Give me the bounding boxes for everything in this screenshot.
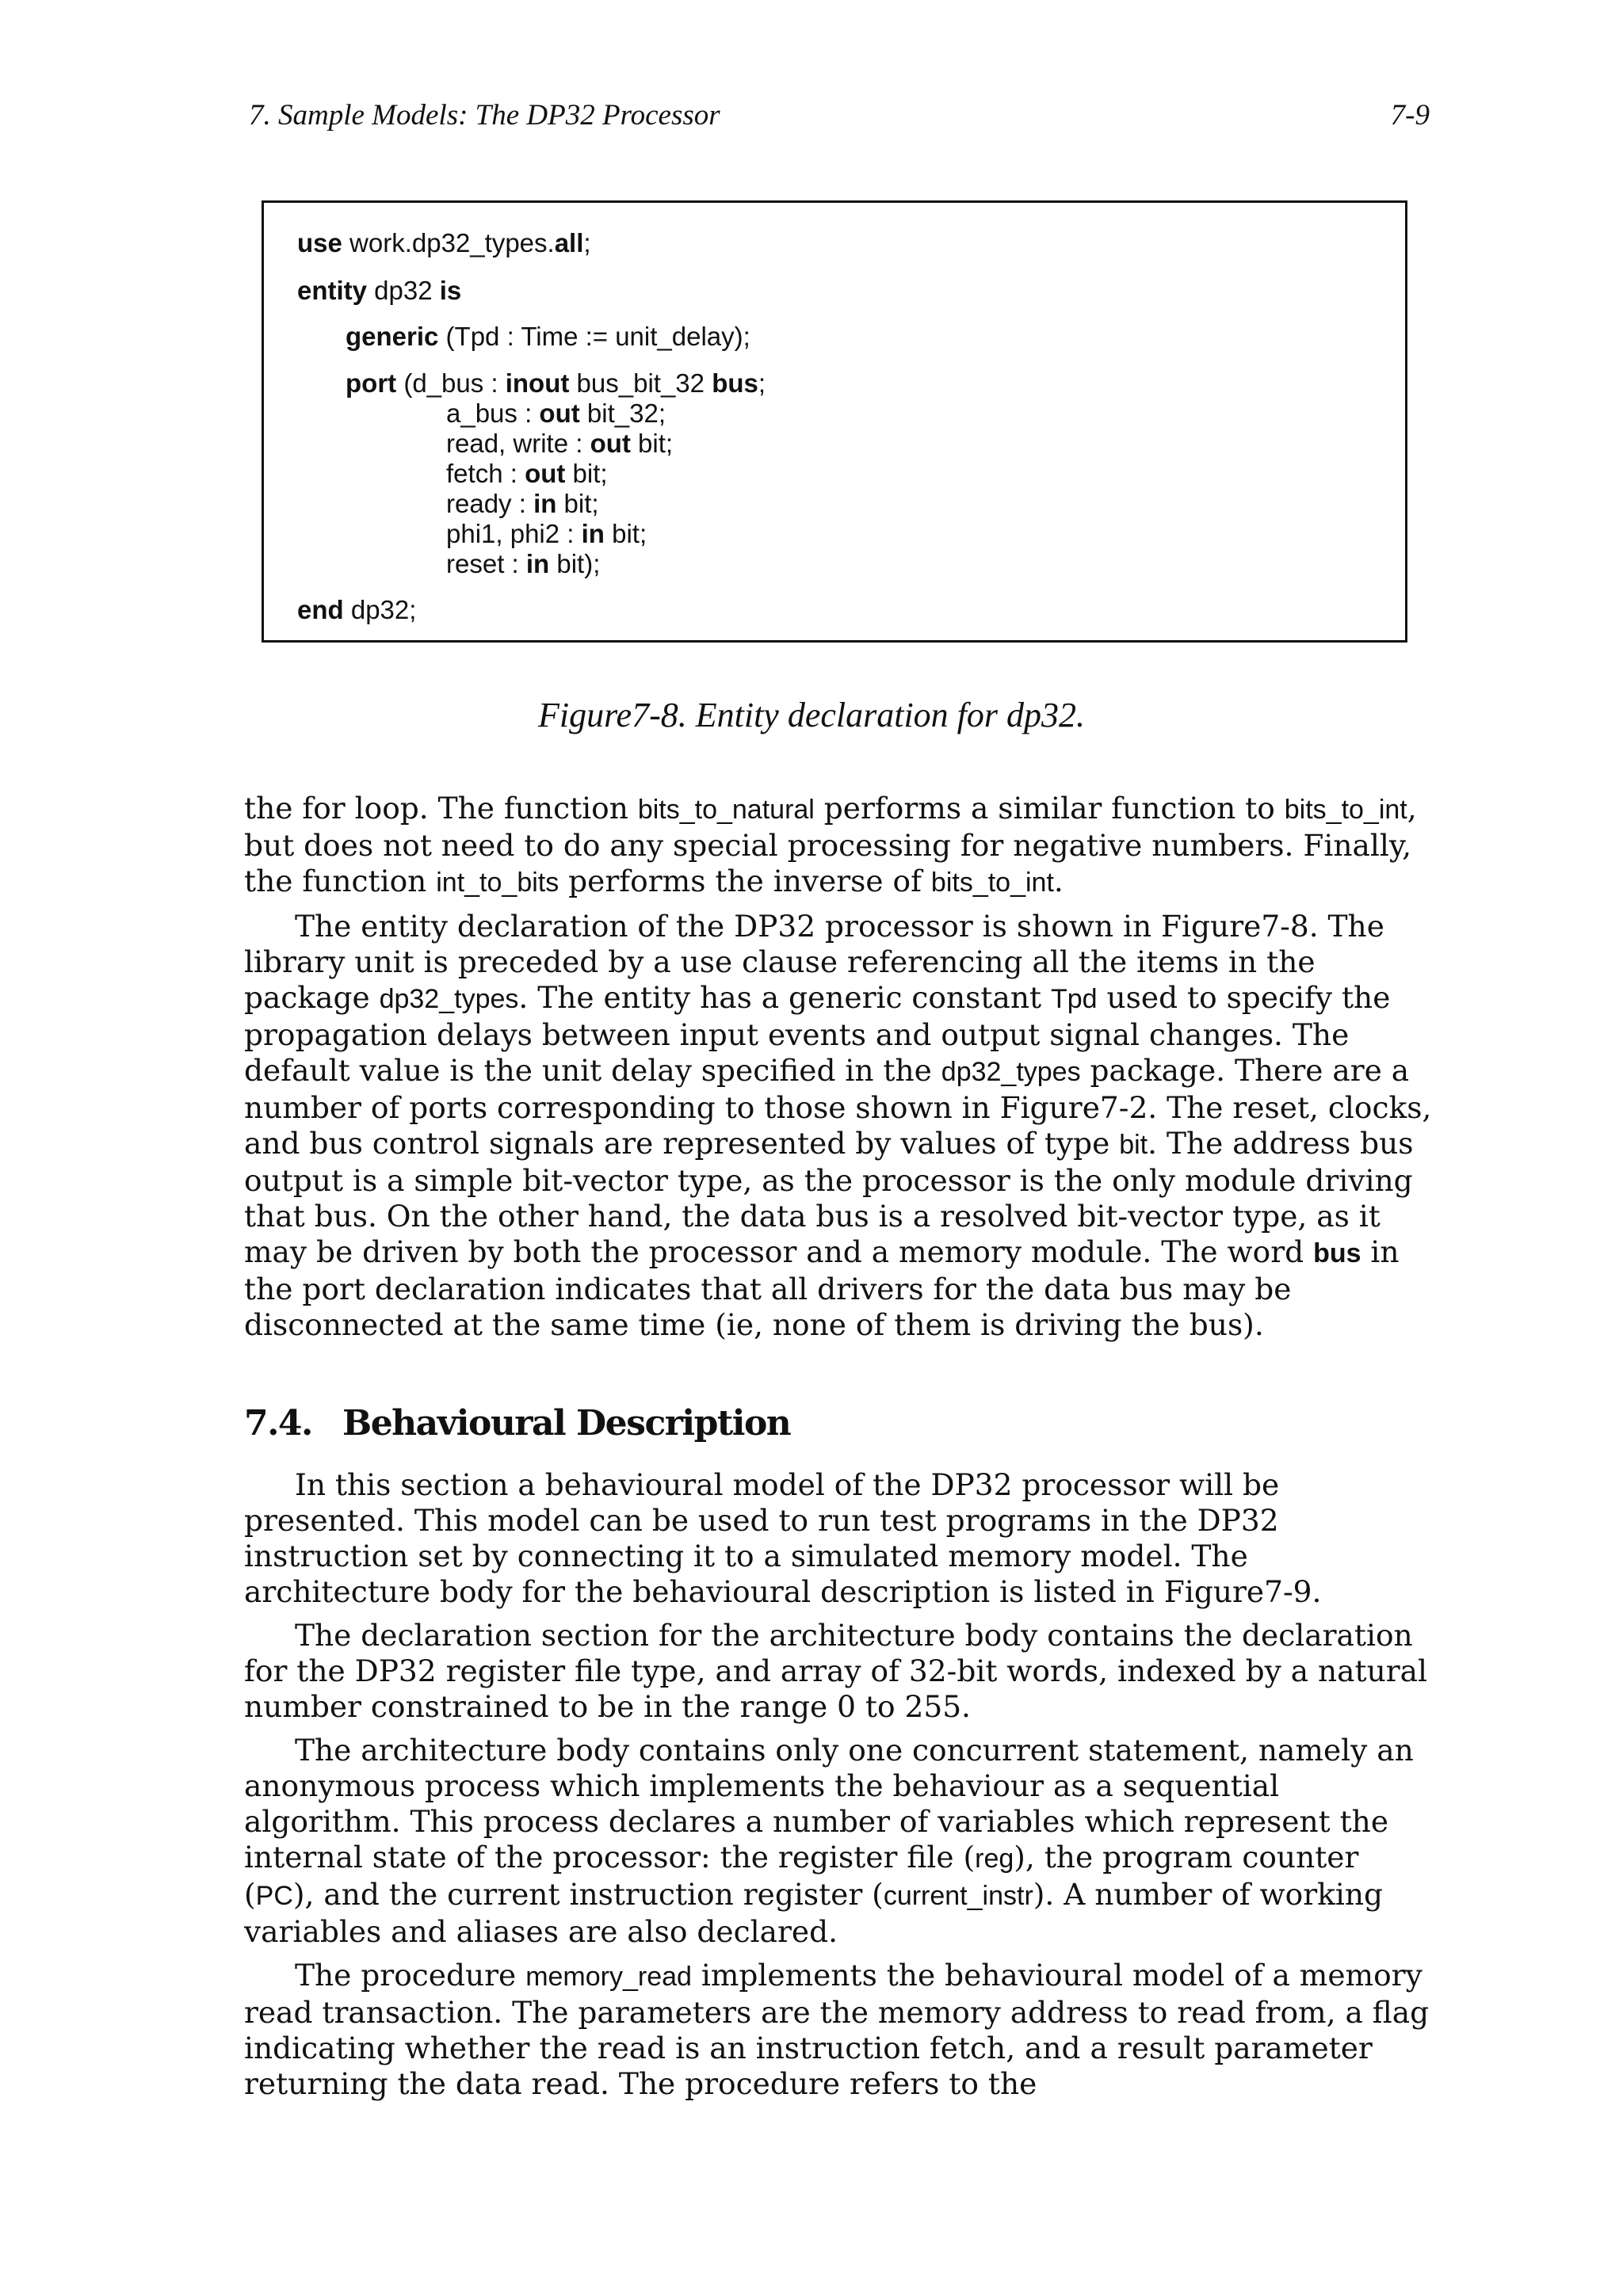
code-line-ready: ready : in bit; (446, 489, 599, 518)
header-page-number: 7-9 (1390, 99, 1430, 132)
section-title: Behavioural Description (342, 1403, 791, 1444)
code-line-phi: phi1, phi2 : in bit; (446, 519, 647, 548)
section-number: 7.4. (244, 1403, 312, 1444)
paragraph-behavioural-intro: In this section a behavioural model of the DP32 processor will be presented. This model can be used to run test programs in the DP32 instruction set by connecting it to a simulated memory model. The architecture body for the behavioural description is listed in Figure7-9. (244, 1467, 1322, 1609)
body-text-upper (244, 791, 1433, 1351)
paragraph-memory-read: The procedure memory_read implements the behavioural model of a memory read transaction. The parameters are the memory address to read from, a flag indicating whether the read is an instruction fetch, and a result parameter returning the data read. The procedure refers to the (244, 1958, 1430, 2101)
body-text-lower (244, 1467, 1433, 2110)
code-line-use: use work.dp32_types.all; (297, 228, 591, 257)
code-line-fetch: fetch : out bit; (446, 459, 608, 488)
code-listing-box (262, 200, 1407, 643)
code-line-read-write: read, write : out bit; (446, 429, 674, 458)
section-heading (244, 1402, 790, 1445)
header-chapter-title: 7. Sample Models: The DP32 Processor (249, 99, 720, 132)
figure-caption: Figure7-8. Entity declaration for dp32. (537, 696, 1086, 734)
code-line-entity: entity dp32 is (297, 276, 462, 305)
paragraph-continuation: the for loop. The function bits_to_natural performs a similar function to bits_to_int, but does not need to do any special processing for negative numbers. Finally, the function int_to_bits performs the inverse of bits_to_int. (244, 791, 1417, 898)
code-line-port: port (d_bus : inout bus_bit_32 bus; (346, 368, 766, 398)
paragraph-entity-declaration: The entity declaration of the DP32 processor is shown in Figure7-8. The library unit is preceded by a use clause referencing all the items in the package dp32_types. The entity has a generic constant Tpd used to specify the propagation delays between input events and output signal changes. The default value is the unit delay specified in the dp32_types package. There are a number of ports corresponding to those shown in Figure7-2. The reset, clocks, and bus control signals are represented by values of type bit. The address bus output is a simple bit-vector type, as the processor is the only module driving that bus. On the other hand, the data bus is a resolved bit-vector type, as it may be driven by both the processor and a memory module. The word bus in the port declaration indicates that all drivers for the data bus may be disconnected at the same time (ie, none of them is driving the bus). (244, 909, 1432, 1342)
paragraph-declaration-section: The declaration section for the architecture body contains the declaration for the DP32 register file type, and array of 32-bit words, indexed by a natural number constrained to be in the range 0 to 255. (244, 1618, 1428, 1724)
code-line-end: end dp32; (297, 595, 417, 624)
paragraph-architecture-body: The architecture body contains only one concurrent statement, namely an anonymous process which implements the behaviour as a sequential algorithm. This process declares a number of variables which represent the internal state of the processor: the register file (reg), the program counter (PC), and the current instruction register (current_instr). A number of working variables and aliases are also declared. (244, 1733, 1414, 1949)
code-line-generic: generic (Tpd : Time := unit_delay); (346, 322, 750, 351)
code-line-a-bus: a_bus : out bit_32; (446, 399, 666, 428)
running-header (249, 99, 1430, 132)
code-line-reset: reset : in bit); (446, 549, 601, 578)
